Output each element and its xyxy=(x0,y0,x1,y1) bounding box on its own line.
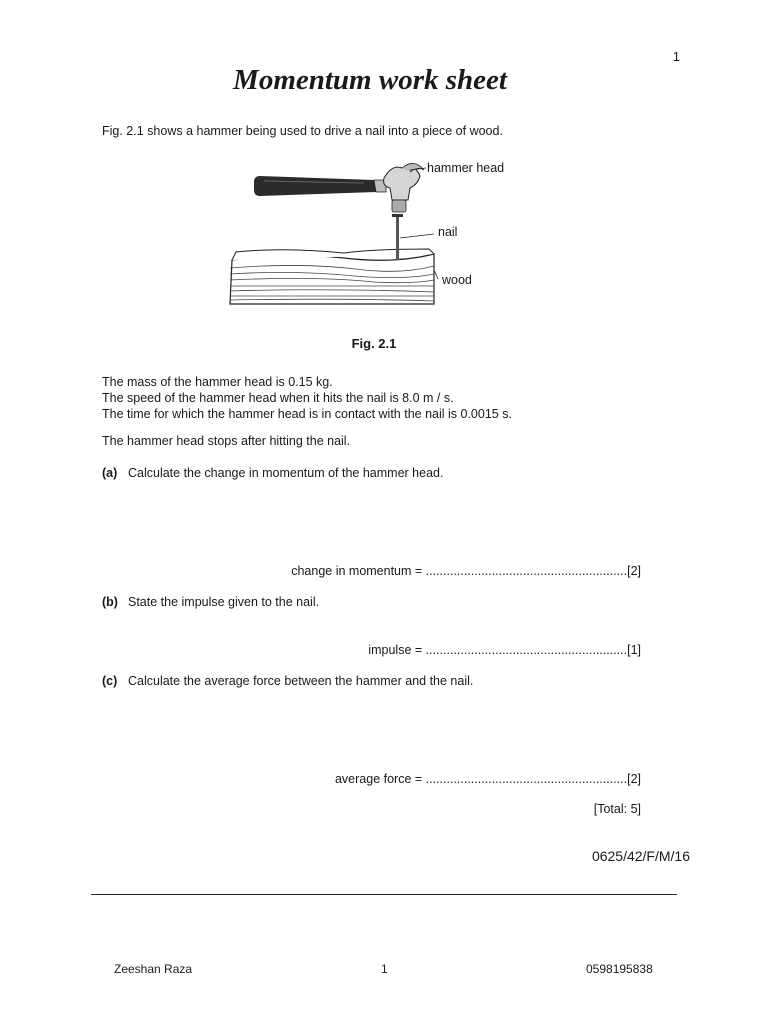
footer-divider xyxy=(91,894,677,895)
page-number: 1 xyxy=(672,49,680,64)
answer-line-c: average force = ..........................................................[2] xyxy=(334,772,641,786)
label-wood: wood xyxy=(442,273,472,287)
question-letter: (c) xyxy=(102,674,118,688)
question-letter: (b) xyxy=(102,595,118,609)
question-text: Calculate the average force between the hammer and the nail. xyxy=(128,674,474,688)
question-a xyxy=(102,466,443,480)
footer-page-number: 1 xyxy=(381,962,388,976)
question-c xyxy=(102,674,473,688)
footer-phone: 0598195838 xyxy=(586,962,653,976)
given-data xyxy=(102,374,512,422)
answer-line-b: impulse = ..........................................................[1] xyxy=(368,643,641,657)
statement-text: The hammer head stops after hitting the nail. xyxy=(102,434,351,448)
page-title: Momentum work sheet xyxy=(233,64,507,96)
label-hammer-head: hammer head xyxy=(427,161,505,175)
intro-text: Fig. 2.1 shows a hammer being used to drive a nail into a piece of wood. xyxy=(102,124,503,138)
question-b xyxy=(102,595,319,609)
given-mass: The mass of the hammer head is 0.15 kg. xyxy=(102,375,333,389)
hammer xyxy=(254,163,424,212)
footer-author: Zeeshan Raza xyxy=(114,962,193,976)
label-nail: nail xyxy=(438,225,458,239)
wood-block xyxy=(230,249,434,304)
question-text: Calculate the change in momentum of the hammer head. xyxy=(128,466,444,480)
hammer-nail-figure xyxy=(224,154,524,314)
question-text: State the impulse given to the nail. xyxy=(128,595,320,609)
given-speed: The speed of the hammer head when it hits the nail is 8.0 m / s. xyxy=(102,391,454,405)
given-time: The time for which the hammer head is in contact with the nail is 0.0015 s. xyxy=(102,407,512,421)
answer-line-a: change in momentum = ..........................................................[2] xyxy=(291,564,641,578)
question-letter: (a) xyxy=(102,466,118,480)
total-marks: [Total: 5] xyxy=(593,802,641,816)
figure-caption: Fig. 2.1 xyxy=(351,336,397,351)
paper-code: 0625/42/F/M/16 xyxy=(591,848,690,864)
